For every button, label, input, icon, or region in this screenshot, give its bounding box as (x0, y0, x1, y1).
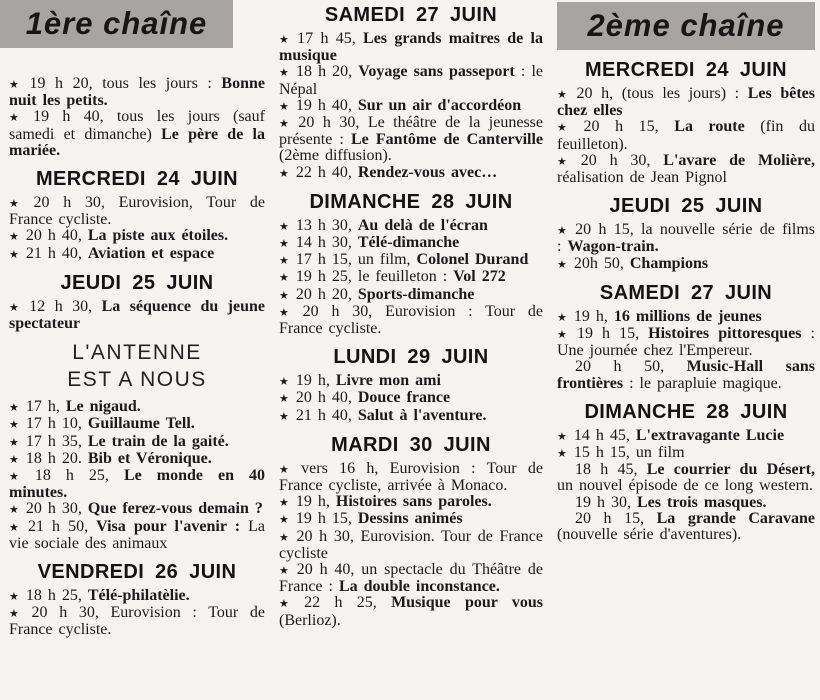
entry-text: 20 h 15, (583, 118, 675, 136)
program-title: Télé-philatèlie. (87, 587, 190, 605)
entry-text: 17 h 45, (297, 30, 364, 47)
program-entry (279, 408, 543, 425)
program-entry (9, 501, 265, 518)
entry-text: 19 h 40, tous les jours (sauf samedi et dimanche) (9, 108, 265, 143)
star-icon: ★ (9, 590, 19, 604)
program-entry (9, 588, 265, 605)
program-entry (9, 228, 265, 245)
program-title: Le Fantôme de Canterville (351, 131, 543, 149)
entry-text: : Une journée chez l'Empereur. (557, 325, 815, 360)
program-entry (279, 98, 543, 115)
program-entry (279, 269, 543, 286)
program-entry (279, 235, 543, 252)
star-icon: ★ (279, 530, 290, 544)
program-entry (9, 451, 265, 468)
star-icon: ★ (279, 99, 289, 113)
entry-text: 17 h 15, un film, (295, 251, 417, 269)
star-icon: ★ (557, 224, 569, 238)
program-title: Histoires pittoresques (648, 325, 802, 343)
day-heading: JEUDI 25 JUIN (609, 195, 763, 218)
program-title: Au delà de l'écran (357, 216, 488, 234)
star-icon: ★ (9, 503, 19, 517)
column-1ere-chaine (9, 0, 265, 700)
entry-text: 22 h 40, (295, 163, 358, 181)
program-title: Bib et Véronique. (87, 449, 212, 467)
program-entry (279, 562, 543, 595)
entry-text: 14 h 45, (573, 426, 636, 444)
star-icon: ★ (557, 328, 570, 342)
program-entry (557, 222, 815, 255)
entry-text: (nouvelle série d'aventures). (557, 526, 742, 544)
star-icon: ★ (9, 300, 23, 314)
program-title: Sur un air d'accordéon (357, 96, 522, 114)
star-icon: ★ (279, 496, 289, 510)
program-title: Vol 272 (453, 268, 506, 286)
program-title: Aviation et espace (87, 244, 215, 262)
program-title: Musique pour vous (391, 594, 543, 612)
entry-text: 19 h 40, (295, 96, 358, 114)
program-entry (557, 119, 815, 152)
program-entry (279, 304, 543, 337)
program-entry (557, 153, 815, 186)
program-entry (557, 445, 815, 462)
star-icon: ★ (279, 254, 289, 268)
program-title: Colonel Durand (416, 251, 529, 269)
star-icon: ★ (9, 452, 19, 466)
column-2eme-chaine (557, 0, 815, 700)
star-icon: ★ (557, 447, 567, 461)
program-title: Salut à l'aventure. (357, 406, 487, 424)
entry-text: un nouvel épisode de ce long western. (557, 477, 813, 495)
antenne-note-line: L'ANTENNE (72, 341, 202, 365)
entry-text: 20 h 30, Eurovision. Tour de France cycliste (279, 527, 543, 562)
channel-banner-title: 2ème chaîne (587, 7, 785, 44)
program-title: La double inconstance. (338, 578, 500, 596)
entry-text: 20 h 50, (575, 358, 687, 376)
program-entry (9, 416, 265, 433)
program-entry (279, 218, 543, 235)
entry-text: 18 h 25, (25, 587, 88, 605)
program-entry (9, 246, 265, 263)
channel-banner-title: 1ère chaîne (25, 5, 208, 42)
program-title: Le train de la gaité. (87, 432, 229, 450)
entry-text: 20h 50, (573, 254, 630, 272)
star-icon: ★ (9, 401, 19, 415)
program-entry (279, 494, 543, 511)
star-icon: ★ (279, 513, 289, 527)
program-entry (9, 399, 265, 416)
program-entry (279, 595, 543, 628)
entry-text: 20 h 30, Eurovision : Tour de France cycliste. (279, 302, 543, 338)
program-entry (279, 165, 543, 182)
program-title: Histoires sans paroles. (335, 493, 492, 511)
entry-text: (Berlioz). (279, 611, 341, 629)
program-entry (279, 115, 543, 165)
entry-text: vers 16 h, Eurovision : Tour de France cycliste, arrivée à Monaco. (279, 459, 543, 495)
entry-text: 14 h 30, (295, 234, 358, 252)
program-title: Le père de la mariée. (9, 125, 265, 159)
day-heading: MARDI 30 JUIN (331, 433, 491, 456)
star-icon: ★ (279, 271, 289, 285)
program-entry (9, 76, 265, 109)
antenne-note-line: EST A NOUS (67, 368, 207, 392)
program-entry (557, 86, 815, 119)
entry-text: 13 h 30, (295, 216, 358, 234)
day-heading: DIMANCHE 28 JUIN (309, 190, 513, 213)
program-entry (9, 519, 265, 552)
entry-text: 12 h 30, (29, 297, 102, 315)
entry-text: 22 h 25, (304, 594, 392, 612)
star-icon: ★ (9, 197, 27, 211)
program-title: La grande Caravane (656, 509, 816, 527)
star-icon: ★ (9, 607, 25, 621)
program-entry (279, 390, 543, 407)
program-title: Bonne nuit les petits. (9, 75, 265, 110)
entry-text: 17 h 10, (25, 415, 88, 433)
star-icon: ★ (9, 418, 19, 432)
program-title: Les grands maitres de la musique (279, 30, 543, 65)
star-icon: ★ (557, 310, 567, 324)
entry-text: 19 h 15, (295, 510, 358, 528)
program-title: L'extravagante Lucie (635, 426, 785, 444)
program-entry (557, 256, 815, 273)
program-entry (279, 31, 543, 64)
star-icon: ★ (557, 154, 574, 168)
day-heading: DIMANCHE 28 JUIN (584, 400, 788, 423)
entry-text: 19 h, (295, 372, 336, 390)
entry-text: 20 h 30, Eurovision, Tour de France cycliste. (9, 194, 265, 229)
entry-text: 20 h 40, un spectacle du Théâtre de France : (279, 561, 543, 596)
star-icon: ★ (279, 597, 298, 611)
entry-text: 20 h 30, (580, 151, 664, 169)
entry-text: 20 h 40, (295, 389, 358, 407)
entry-text: 18 h 20. (25, 449, 88, 467)
star-icon: ★ (279, 66, 289, 80)
star-icon: ★ (279, 219, 289, 233)
star-icon: ★ (279, 166, 289, 180)
entry-text: 17 h 35, (25, 432, 88, 450)
program-title: Les trois masques. (637, 493, 767, 511)
antenne-note (9, 339, 265, 393)
program-entry (279, 287, 543, 304)
program-title: Le courrier du Désert, (646, 461, 816, 479)
program-entry (557, 428, 815, 445)
entry-text: 20 h 30, Le théâtre de la jeunesse présente : (279, 114, 543, 149)
program-entry (9, 605, 265, 638)
column-middle (279, 0, 543, 700)
star-icon: ★ (279, 409, 289, 423)
channel-banner (0, 0, 233, 48)
entry-text: 21 h 40, (25, 244, 88, 262)
program-title: Music-Hall sans frontières (557, 358, 815, 392)
star-icon: ★ (279, 392, 289, 406)
star-icon: ★ (279, 33, 291, 46)
program-title: Visa pour l'avenir : (96, 517, 241, 535)
entry-text: 20 h, (tous les jours) : (576, 85, 748, 102)
entry-text: 17 h, (25, 398, 66, 416)
program-entry (9, 109, 265, 159)
program-title: Le monde en 40 minutes. (9, 467, 266, 502)
entry-text: 20 h 30, Eurovision : Tour de France cycliste. (9, 604, 265, 639)
star-icon: ★ (9, 78, 23, 91)
day-heading: MERCREDI 24 JUIN (36, 168, 238, 191)
program-entry (9, 468, 265, 501)
program-title: Guillaume Tell. (87, 415, 195, 433)
entry-text: 19 h 15, (576, 325, 649, 343)
program-entry (279, 461, 543, 494)
day-heading: SAMEDI 27 JUIN (324, 4, 498, 26)
entry-text: 18 h 45, (575, 461, 647, 479)
entry-text: 20 h 20, (295, 285, 358, 303)
star-icon: ★ (9, 520, 21, 534)
day-heading: MERCREDI 24 JUIN (585, 59, 787, 81)
star-icon: ★ (9, 470, 28, 484)
star-icon: ★ (279, 117, 292, 131)
entry-text: réalisation de Jean Pignol (557, 169, 727, 187)
program-title: Le nigaud. (65, 398, 141, 416)
star-icon: ★ (557, 88, 570, 101)
program-entry (557, 309, 815, 326)
day-heading: JEUDI 25 JUIN (60, 271, 214, 294)
day-heading: LUNDI 29 JUIN (333, 346, 489, 369)
entry-text: 21 h 50, (27, 517, 97, 535)
program-entry (9, 299, 265, 332)
day-heading: VENDREDI 26 JUIN (37, 561, 237, 584)
program-title: Les bêtes chez elles (557, 85, 816, 120)
program-entry (9, 195, 265, 228)
program-title: Rendez-vous avec… (357, 163, 498, 181)
day-heading: SAMEDI 27 JUIN (599, 281, 773, 304)
program-title: Voyage sans passeport (358, 63, 515, 81)
program-entry (557, 462, 815, 494)
program-title: Que ferez-vous demain ? (87, 500, 263, 518)
entry-text: (2ème diffusion). (279, 147, 392, 165)
program-title: Champions (629, 254, 709, 272)
program-title: Wagon-train. (567, 238, 659, 256)
entry-text: 19 h 30, (575, 493, 637, 511)
star-icon: ★ (9, 247, 19, 261)
program-entry (557, 326, 815, 359)
entry-text: 18 h 25, (34, 467, 124, 485)
entry-text: 15 h 15, un film (573, 444, 685, 462)
program-title: La séquence du jeune spectateur (9, 297, 266, 333)
program-title: Livre mon ami (335, 372, 441, 390)
program-title: Douce france (357, 389, 451, 407)
program-entry (279, 529, 543, 562)
entry-text: 19 h, (295, 493, 336, 511)
program-entry (279, 252, 543, 269)
entry-text: 19 h 20, tous les jours : (29, 75, 222, 92)
entry-text: 20 h 40, (25, 227, 88, 245)
entry-text: 18 h 20, (295, 63, 359, 81)
entry-text: 19 h, (573, 307, 614, 325)
entry-text: 20 h 15, (575, 509, 657, 527)
program-title: La piste aux étoiles. (87, 227, 229, 245)
star-icon: ★ (557, 257, 567, 271)
entry-text: : le parapluie magique. (623, 374, 782, 392)
star-icon: ★ (557, 121, 577, 135)
program-entry (279, 511, 543, 528)
entry-text: 19 h 25, le feuilleton : (295, 268, 454, 286)
program-title: Dessins animés (357, 510, 463, 528)
program-entry (279, 373, 543, 390)
program-title: Sports-dimanche (357, 285, 475, 303)
star-icon: ★ (279, 375, 289, 389)
entry-text: 20 h 15, la nouvelle série de films : (557, 221, 815, 256)
star-icon: ★ (9, 230, 19, 244)
entry-text: 20 h 30, (25, 500, 88, 518)
star-icon: ★ (557, 429, 567, 443)
program-title: 16 millions de jeunes (613, 307, 762, 325)
program-entry (557, 511, 815, 543)
program-title: L'avare de Molière, (663, 151, 815, 169)
star-icon: ★ (9, 111, 27, 125)
program-entry (9, 434, 265, 451)
star-icon: ★ (9, 435, 19, 449)
star-icon: ★ (279, 564, 290, 578)
program-entry (557, 359, 815, 391)
star-icon: ★ (279, 237, 289, 251)
entry-text: : le Népal (279, 63, 544, 98)
program-entry (557, 495, 815, 511)
program-title: La route (674, 118, 745, 136)
program-title: Télé-dimanche (357, 234, 460, 252)
star-icon: ★ (279, 288, 289, 302)
program-entry (279, 64, 543, 97)
entry-text: 21 h 40, (295, 406, 358, 424)
entry-text: (fin du feuilleton). (557, 118, 816, 153)
star-icon: ★ (279, 462, 295, 476)
channel-banner (557, 2, 815, 50)
entry-text: La vie sociale des animaux (9, 517, 266, 552)
star-icon: ★ (279, 305, 296, 319)
